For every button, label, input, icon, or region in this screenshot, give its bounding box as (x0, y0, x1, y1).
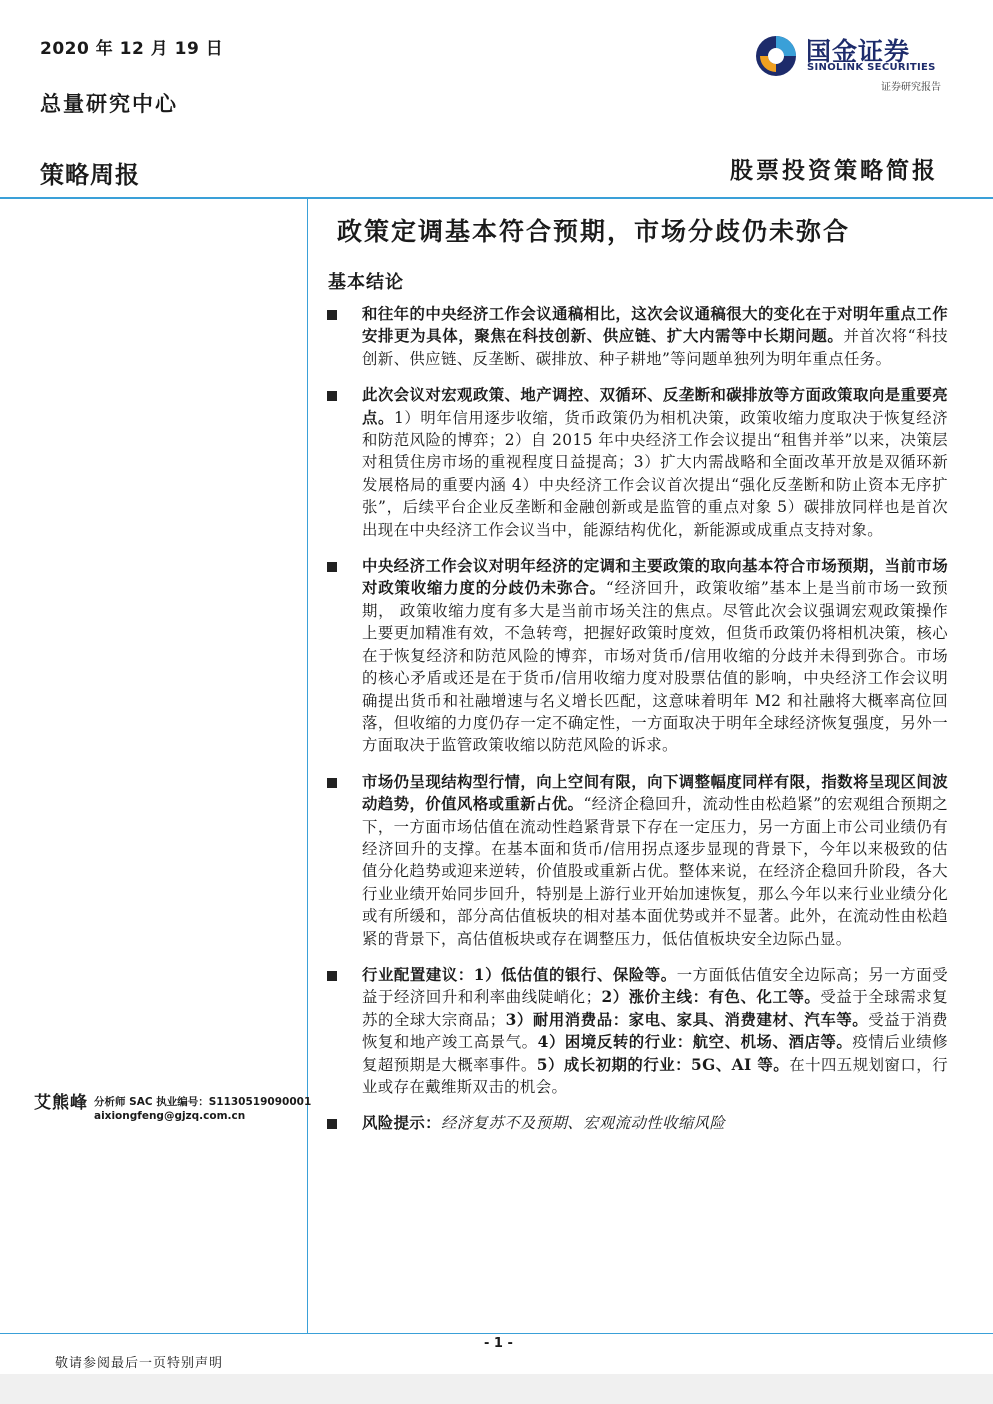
column-divider (307, 199, 308, 1334)
author-email[interactable]: aixiongfeng@gjzq.com.cn (94, 1110, 246, 1122)
footer-divider (0, 1333, 993, 1334)
bullet-body: “经济回升，政策收缩”基本上是当前市场一致预期， 政策收缩力度有多大是当前市场关注的焦点。尽管此次会议强调宏观政策操作上要更加精准有效，不急转弯，把握好政策时度效，但货币政策仍将相机决策，核心在于恢复经济和防范风险的博弈，市场对货币/信用收缩的分歧并未得到弥合。市场的核心矛盾或还是在于货币/信用收缩力度对股票估值的影响，中央经济工作会议明确提出货币和社融增速与名义增长匹配，这意味着明年 M2 和社融将大概率高位回落，但收缩的力度仍存一定不确定性，一方面取决于明年全球经济恢复强度，另外一方面取决于监管政策收缩以防范风险的诉求。 (362, 579, 948, 755)
bullet-lead: 中央经济工作会议对明年经济的定调和主要政策的取向基本符合市场预期，当前市场对政策收缩力度的分歧仍未弥合。 (362, 557, 948, 598)
conclusion-item (322, 303, 948, 370)
conclusion-item (322, 555, 948, 757)
industry-allocation-item (322, 964, 948, 1098)
allocation-text: 一方面低估值安全边际高；另一方面受益于经济回升和利率曲线陡峭化； (362, 965, 948, 1007)
allocation-lead: 3）耐用消费品：家电、家具、消费建材、汽车等。 (505, 1010, 869, 1029)
risk-warning-item (322, 1112, 948, 1134)
allocation-text: 在十四五规划窗口，行业或存在戴维斯双击的机会。 (362, 1055, 948, 1096)
bullet-square-icon (327, 310, 337, 320)
bullet-lead: 市场仍呈现结构型行情，向上空间有限，向下调整幅度同样有限，指数将呈现区间波动趋势，价值风格或重新占优。 (362, 772, 948, 814)
allocation-text: 疫情后业绩修复超预期是大概率事件。 (362, 1033, 948, 1074)
conclusion-list (322, 303, 948, 1149)
bullet-body: 并首次将“科技创新、供应链、反垄断、碳排放、种子耕地”等问题单独列为明年重点任务。 (362, 327, 948, 368)
allocation-lead: 2）涨价主线：有色、化工等。 (601, 988, 821, 1007)
bullet-square-icon (327, 971, 337, 981)
bullet-square-icon (327, 778, 337, 788)
footer-disclaimer: 敬请参阅最后一页特别声明 (55, 1356, 224, 1371)
report-headline: 政策定调基本符合预期，市场分歧仍未弥合 (337, 217, 851, 246)
bullet-square-icon (327, 391, 337, 401)
logo-subtitle: 证券研究报告 (881, 82, 941, 93)
bullet-lead: 和往年的中央经济工作会议通稿相比，这次会议通稿很大的变化在于对明年重点工作安排更为具体，聚焦在科技创新、供应链、扩大内需等中长期问题。 (362, 305, 948, 346)
allocation-lead: 行业配置建议：1）低估值的银行、保险等。 (362, 965, 677, 984)
report-date: 2020 年 12 月 19 日 (40, 39, 224, 59)
department-name: 总量研究中心 (40, 91, 178, 116)
bullet-lead: 此次会议对宏观政策、地产调控、双循环、反垄断和碳排放等方面政策取向是重要亮点。 (362, 386, 948, 427)
header-divider (0, 197, 993, 199)
report-series: 策略周报 (40, 161, 140, 189)
bullet-square-icon (327, 562, 337, 572)
logo-chinese-name: 国金证券 (806, 37, 911, 66)
section-title: 基本结论 (328, 272, 404, 293)
company-logo (754, 30, 949, 100)
bullet-square-icon (327, 1119, 337, 1129)
report-type: 股票投资策略简报 (730, 157, 938, 184)
risk-label: 风险提示： (362, 1114, 441, 1133)
allocation-lead: 5）成长初期的行业：5G、AI 等。 (536, 1055, 790, 1074)
logo-english-name: SINOLINK SECURITIES (807, 62, 936, 73)
risk-text: 经济复苏不及预期、宏观流动性收缩风险 (440, 1114, 726, 1133)
allocation-lead: 4）困境反转的行业：航空、机场、酒店等。 (537, 1033, 853, 1052)
allocation-text: 受益于消费恢复和地产竣工高景气。 (362, 1010, 948, 1052)
bullet-body: “经济企稳回升，流动性由松趋紧”的宏观组合预期之下，一方面市场估值在流动性趋紧背景下存在一定压力，另一方面上市公司业绩仍有经济回升的支撑。在基本面和货币/信用拐点逐步显现的背景下，今年以来极致的估值分化趋势或迎来逆转，价值股或重新占优。整体来说，在经济企稳回升阶段，各大行业业绩开始同步回升，特别是上游行业开始加速恢复，那么今年以来行业业绩分化或有所缓和，部分高估值板块的相对基本面优势或并不显著。此外，在流动性由松趋紧的背景下，高估值板块或存在调整压力，低估值板块安全边际凸显。 (362, 795, 948, 948)
bullet-body: 1）明年信用逐步收缩，货币政策仍为相机决策，政策收缩力度取决于恢复经济和防范风险的博弈；2）自 2015 年中央经济工作会议提出“租售并举”以来，决策层对租赁住房市场的重视程度日益提高；3）扩大内需战略和全面改革开放是双循环新发展格局的重要内涵 4）中央经济工作会议首次提出“强化反垄断和防止资本无序扩张”，后续平台企业反垄断和金融创新或是监管的重点对象 5）碳排放同样也是首次出现在中央经济工作会议当中，能源结构优化，新能源或成重点支持对象。 (362, 408, 948, 539)
conclusion-item (322, 771, 948, 950)
page-bottom-band (0, 1374, 993, 1404)
author-name: 艾熊峰 (34, 1093, 88, 1113)
author-credential: 分析师 SAC 执业编号：S1130519090001 (94, 1096, 312, 1108)
allocation-text: 受益于全球需求复苏的全球大宗商品； (362, 988, 948, 1029)
page-number: - 1 - (484, 1336, 513, 1351)
logo-mark-icon (754, 34, 798, 78)
conclusion-item (322, 384, 948, 541)
